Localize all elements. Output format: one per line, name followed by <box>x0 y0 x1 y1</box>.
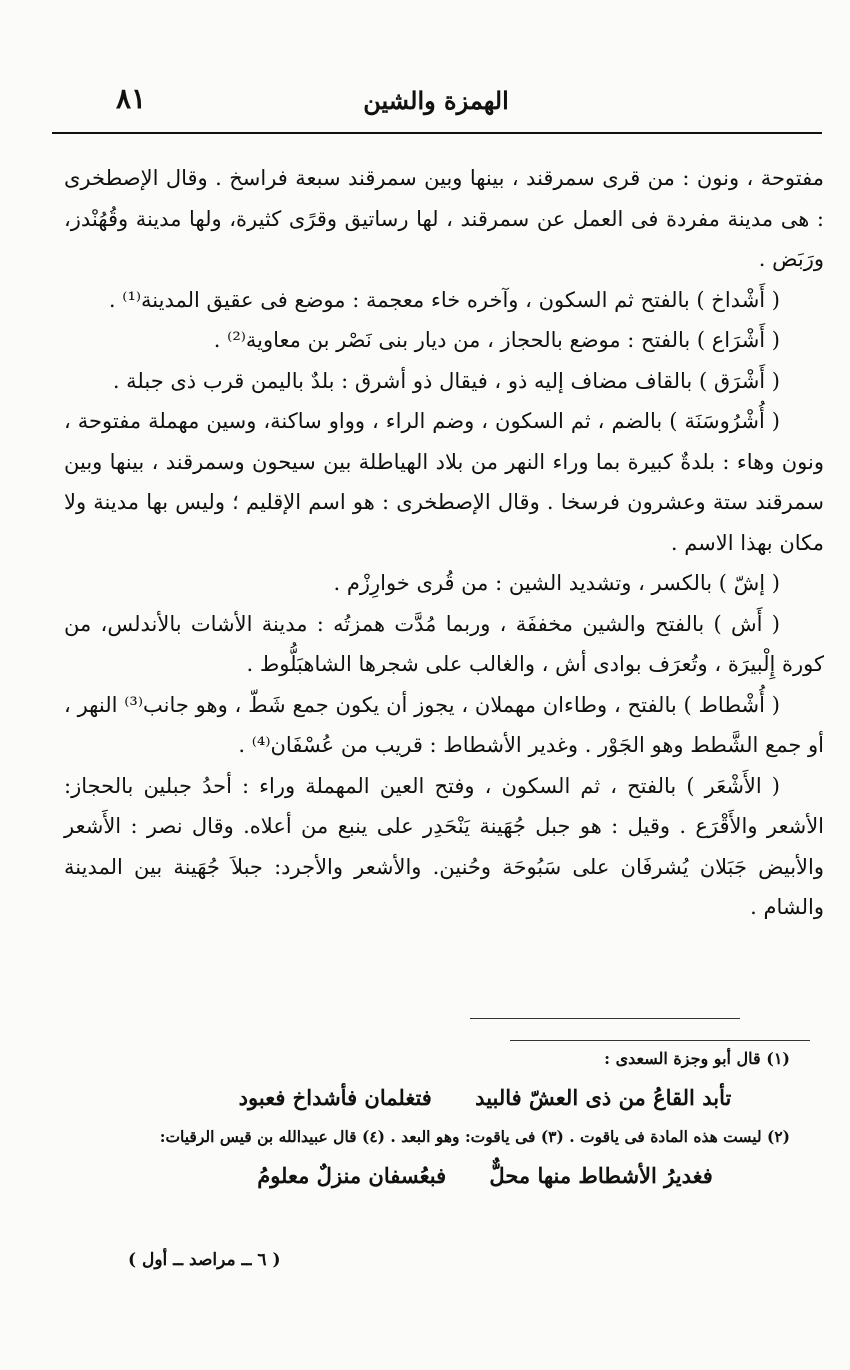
verse-2-second-hemistich: فبعُسفان منزلٌ معلومُ <box>257 1163 447 1188</box>
entry-alashar: ( الأَشْعَر ) بالفتح ، ثم السكون ، وفتح العين المهملة وراء : أحدُ جبلين بالحجاز: الأشعر والأَقْرَع . وقيل : هو جبل جُهَينة يَنْحَدِر على ينبع من أعلاه. وقال نصر : الأَشعر والأبيض جَبَلان يُشرفَان على سَبُوحَة وحُنين. والأشعر والأجرد: جبلاَ جُهَينة بين المدينة والشام . <box>64 773 824 919</box>
footnote-1-intro: (١) قال أبو وجزة السعدى : <box>604 1049 790 1068</box>
entry-ishsh: ( إشّ ) بالكسر ، وتشديد الشين : من قُرى خوارِزْم . <box>333 571 780 595</box>
verse-2-first-hemistich: فغديرُ الأشطاط منها محلٌّ <box>489 1163 713 1188</box>
header-rule <box>52 132 822 134</box>
footnotes <box>60 1044 790 1200</box>
verse-2 <box>60 1152 790 1200</box>
verse-1-first-hemistich: تأبد القاعُ من ذى العشّ فالبيد <box>475 1085 732 1110</box>
entry-ushrusana: ( أُشْرُوسَنَة ) بالضم ، ثم السكون ، وضم الراء ، وواو ساكنة، وسين مهملة مفتوحة ، ونون وهاء : بلدةٌ كبيرة بما وراء النهر من بلاد الهياطلة بين سيحون وسمرقند ، بينها وبين سمرقند ستة وعشرون فرسخا . وقال الإصطخرى : هو اسم الإقليم ؛ وليس بها مدينة ولا مكان بهذا الاسم . <box>64 409 824 555</box>
verse-1-second-hemistich: فتغلمان فأشداخ فعبود <box>238 1085 432 1110</box>
entry-ashdakh: ( أَشْداخ ) بالفتح ثم السكون ، وآخره خاء معجمة : موضع فى عقيق المدينة⁽¹⁾ . <box>108 287 780 312</box>
footnote-divider-short <box>470 1018 740 1019</box>
entry-ash: ( أَش ) بالفتح والشين مخففَة ، وربما مُدَّت همزتُه : مدينة الأشات بالأندلس، من كورة إِلْبيرَة ، وتُعرَف بوادى أش ، والغالب على شجرها الشاهبَلُّوط . <box>64 611 824 676</box>
entry-ashraq: ( أَشْرَق ) بالقاف مضاف إليه ذو ، فيقال ذو أشرق : بلدٌ باليمن قرب ذى جبلة . <box>112 368 780 393</box>
paragraph-continuation: مفتوحة ، ونون : من قرى سمرقند ، بينها وبين سمرقند سبعة فراسخ . وقال الإصطخرى : هى مدينة مفردة فى العمل عن سمرقند ، لها رساتيق وقرًى كثيرة، ولها مدينة وقُهُنْدز، ورَبَض . <box>64 166 824 271</box>
entry-ashra: ( أَشْرَاع ) بالفتح : موضع بالحجاز ، من ديار بنى نَصْر بن معاوية⁽²⁾ . <box>213 328 780 352</box>
page-number: ٨١ <box>116 82 147 115</box>
page-header <box>56 82 816 126</box>
footnotes-2-3-4: (٢) ليست هذه المادة فى ياقوت . (٣) فى ياقوت: وهو البعد . (٤) قال عبيدالله بن قيس الرقيات: <box>159 1127 790 1146</box>
printer-signature: ( ٦ ــ مراصد ــ أول ) <box>128 1250 281 1270</box>
main-text <box>64 158 824 928</box>
footnote-divider <box>510 1040 810 1041</box>
running-title: الهمزة والشين <box>363 86 509 115</box>
verse-1 <box>60 1074 790 1122</box>
entry-ashtat: ( أُشْطاط ) بالفتح ، وطاءان مهملان ، يجوز أن يكون جمع شَطّ ، وهو جانب⁽³⁾ النهر ، أو جمع الشَّطط وهو الجَوْر . وغدير الأشطاط : قريب من عُسْفَان⁽⁴⁾ . <box>64 692 824 757</box>
